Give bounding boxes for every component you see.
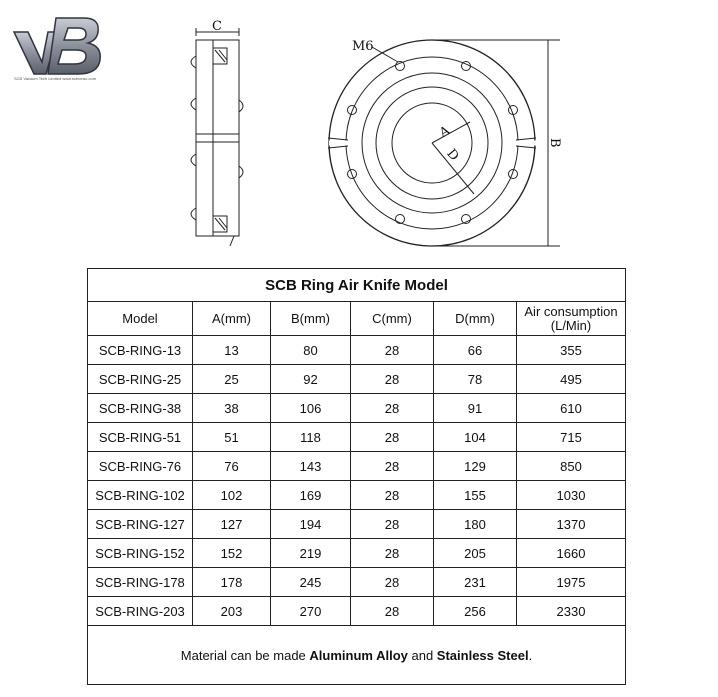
cell-model: SCB-RING-178 — [88, 568, 193, 597]
col-header-a: A(mm) — [193, 302, 271, 336]
cell-c: 28 — [351, 597, 434, 626]
table-row — [88, 336, 626, 365]
cell-model: SCB-RING-102 — [88, 481, 193, 510]
cell-air: 715 — [517, 423, 626, 452]
cell-c: 28 — [351, 394, 434, 423]
cell-a: 51 — [193, 423, 271, 452]
table-header-row — [88, 302, 626, 336]
col-header-model: Model — [88, 302, 193, 336]
cell-a: 127 — [193, 510, 271, 539]
cell-c: 28 — [351, 481, 434, 510]
cell-d: 129 — [434, 452, 517, 481]
cell-c: 28 — [351, 365, 434, 394]
cell-d: 231 — [434, 568, 517, 597]
table-row — [88, 365, 626, 394]
cell-air: 1660 — [517, 539, 626, 568]
cell-air: 1975 — [517, 568, 626, 597]
cell-model: SCB-RING-25 — [88, 365, 193, 394]
technical-drawing — [0, 0, 718, 262]
cell-model: SCB-RING-38 — [88, 394, 193, 423]
cell-d: 155 — [434, 481, 517, 510]
table-row — [88, 452, 626, 481]
cell-d: 91 — [434, 394, 517, 423]
col-header-b: B(mm) — [271, 302, 351, 336]
col-header-c: C(mm) — [351, 302, 434, 336]
cell-b: 245 — [271, 568, 351, 597]
cell-a: 152 — [193, 539, 271, 568]
cell-a: 102 — [193, 481, 271, 510]
note-suffix: . — [528, 647, 533, 663]
cell-d: 205 — [434, 539, 517, 568]
cell-c: 28 — [351, 423, 434, 452]
note-mid: and — [407, 647, 437, 663]
dim-c-label: C — [212, 19, 222, 34]
cell-b: 169 — [271, 481, 351, 510]
table-row — [88, 539, 626, 568]
cell-b: 92 — [271, 365, 351, 394]
cell-model: SCB-RING-152 — [88, 539, 193, 568]
cell-b: 143 — [271, 452, 351, 481]
cell-air: 850 — [517, 452, 626, 481]
cell-c: 28 — [351, 510, 434, 539]
cell-a: 203 — [193, 597, 271, 626]
cell-a: 13 — [193, 336, 271, 365]
air-header-line1: Air consumption — [524, 303, 618, 319]
cell-b: 270 — [271, 597, 351, 626]
cell-d: 256 — [434, 597, 517, 626]
note-material-2: Stainless Steel — [436, 647, 529, 663]
cell-b: 80 — [271, 336, 351, 365]
cell-model: SCB-RING-203 — [88, 597, 193, 626]
note-material-1: Aluminum Alloy — [309, 647, 408, 663]
material-note — [88, 626, 626, 685]
cell-model: SCB-RING-13 — [88, 336, 193, 365]
cell-c: 28 — [351, 568, 434, 597]
dim-b-label: B — [547, 138, 562, 148]
col-header-air — [517, 302, 626, 336]
cell-air: 610 — [517, 394, 626, 423]
thread-label: M6 — [352, 39, 374, 54]
cell-b: 194 — [271, 510, 351, 539]
col-header-d: D(mm) — [434, 302, 517, 336]
cell-a: 178 — [193, 568, 271, 597]
cell-a: 76 — [193, 452, 271, 481]
cell-c: 28 — [351, 336, 434, 365]
cell-air: 495 — [517, 365, 626, 394]
cell-d: 66 — [434, 336, 517, 365]
cell-model: SCB-RING-51 — [88, 423, 193, 452]
table-row — [88, 481, 626, 510]
cell-c: 28 — [351, 539, 434, 568]
cell-d: 104 — [434, 423, 517, 452]
cell-d: 180 — [434, 510, 517, 539]
dim-d-label: D — [443, 146, 462, 165]
table-row — [88, 394, 626, 423]
cell-a: 25 — [193, 365, 271, 394]
cell-b: 106 — [271, 394, 351, 423]
note-prefix: Material can be made — [180, 647, 310, 663]
air-header-line2: (L/Min) — [550, 317, 592, 333]
table-title: SCB Ring Air Knife Model — [88, 269, 626, 302]
cell-a: 38 — [193, 394, 271, 423]
cell-air: 2330 — [517, 597, 626, 626]
table-row — [88, 510, 626, 539]
table-row — [88, 597, 626, 626]
cell-b: 219 — [271, 539, 351, 568]
cell-b: 118 — [271, 423, 351, 452]
side-view — [191, 28, 243, 246]
table-row — [88, 568, 626, 597]
cell-air: 1370 — [517, 510, 626, 539]
front-view — [328, 40, 560, 246]
spec-table — [87, 268, 626, 685]
dim-a-label: A — [437, 123, 453, 141]
cell-model: SCB-RING-127 — [88, 510, 193, 539]
table-row — [88, 423, 626, 452]
logo-subtitle: SCB Vacuum Tech Limited www.scbvmsc.com — [14, 76, 97, 81]
cell-c: 28 — [351, 452, 434, 481]
cell-d: 78 — [434, 365, 517, 394]
cell-model: SCB-RING-76 — [88, 452, 193, 481]
cell-air: 355 — [517, 336, 626, 365]
cell-air: 1030 — [517, 481, 626, 510]
